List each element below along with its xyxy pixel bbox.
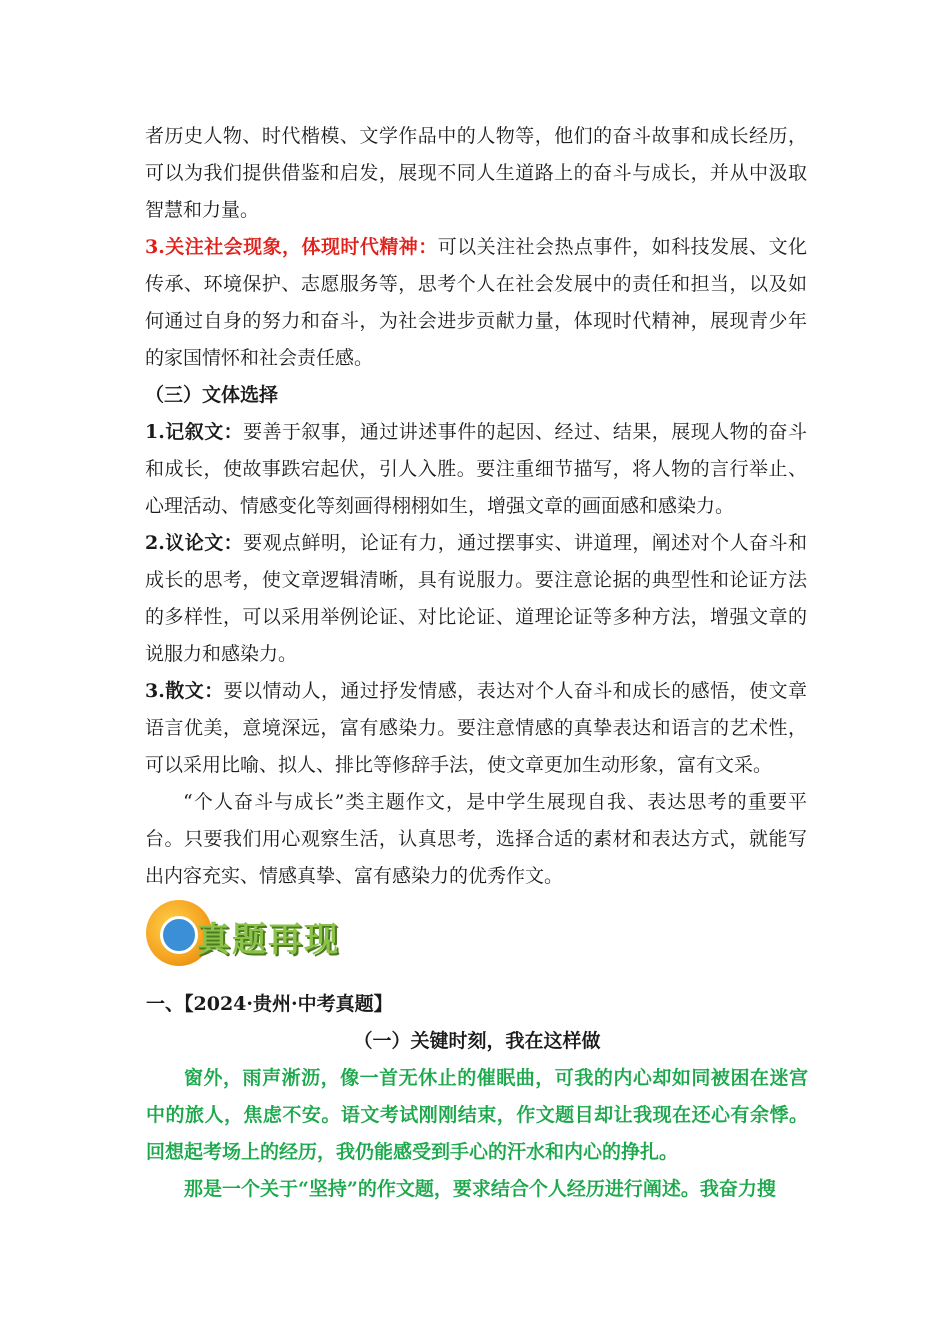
point-3-text: 可以关注社会热点事件，如科技发展、文化传承、环境保护、志愿服务等，思考个人在社会发展中的责任和担当，以及如何通过自身的努力和奋斗，为社会进步贡献力量，体现时代精神，展现青少年的家国情怀和社会责任感。 (145, 236, 807, 369)
genre-argumentative-text: 要观点鲜明，论证有力，通过摆事实、讲道理，阐述对个人奋斗和成长的思考，使文章逻辑清晰，具有说服力。要注意论据的典型性和论证方法的多样性，可以采用举例论证、对比论证、道理论证等多种方法，增强文章的说服力和感染力。 (145, 532, 807, 665)
genre-prose-label: 3.散文： (145, 680, 224, 702)
genre-narrative-label: 1.记叙文： (145, 421, 244, 443)
genre-narrative (145, 414, 807, 525)
summary-paragraph: “个人奋斗与成长”类主题作文，是中学生展现自我、表达思考的重要平台。只要我们用心观察生活，认真思考，选择合适的素材和表达方式，就能写出内容充实、情感真挚、富有感染力的优秀作文。 (145, 791, 807, 887)
genre-prose (145, 673, 807, 784)
section-heading-genre: （三）文体选择 (145, 384, 279, 406)
point-3-label: 3.关注社会现象，体现时代精神： (145, 236, 438, 258)
essay-paragraph-1: 窗外，雨声淅沥，像一首无休止的催眠曲，可我的内心却如同被困在迷宫中的旅人，焦虑不安。语文考试刚刚结束，作文题目却让我现在还心有余悸。回想起考场上的经历，我仍能感受到手心的汗水和内心的挣扎。 (146, 1067, 808, 1163)
paragraph-material: 者历史人物、时代楷模、文学作品中的人物等，他们的奋斗故事和成长经历，可以为我们提供借鉴和启发，展现不同人生道路上的奋斗与成长，并从中汲取智慧和力量。 (145, 125, 807, 221)
genre-argumentative (145, 525, 807, 673)
point-3 (145, 229, 807, 377)
badge-title: 真题再现 (196, 920, 340, 960)
pencil-icon (160, 916, 198, 954)
essay-paragraph-2: 那是一个关于“坚持”的作文题，要求结合个人经历进行阐述。我奋力搜 (184, 1178, 776, 1200)
genre-argumentative-label: 2.议论文： (145, 532, 244, 554)
exam-heading: 一、【2024·贵州·中考真题】 (146, 993, 393, 1015)
exam-section (146, 986, 808, 1208)
genre-narrative-text: 要善于叙事，通过讲述事件的起因、经过、结果，展现人物的奋斗和成长，使故事跌宕起伏，引人入胜。要注重细节描写，将人物的言行举止、心理活动、情感变化等刻画得栩栩如生，增强文章的画面感和感染力。 (145, 421, 807, 517)
essay-title: （一）关键时刻，我在这样做 (353, 1030, 601, 1052)
genre-prose-text: 要以情动人，通过抒发情感，表达对个人奋斗和成长的感悟，使文章语言优美，意境深远，富有感染力。要注意情感的真挚表达和语言的艺术性，可以采用比喻、拟人、排比等修辞手法，使文章更加生动形象，富有文采。 (145, 680, 807, 776)
section-badge (146, 898, 386, 972)
document-body (145, 118, 807, 895)
